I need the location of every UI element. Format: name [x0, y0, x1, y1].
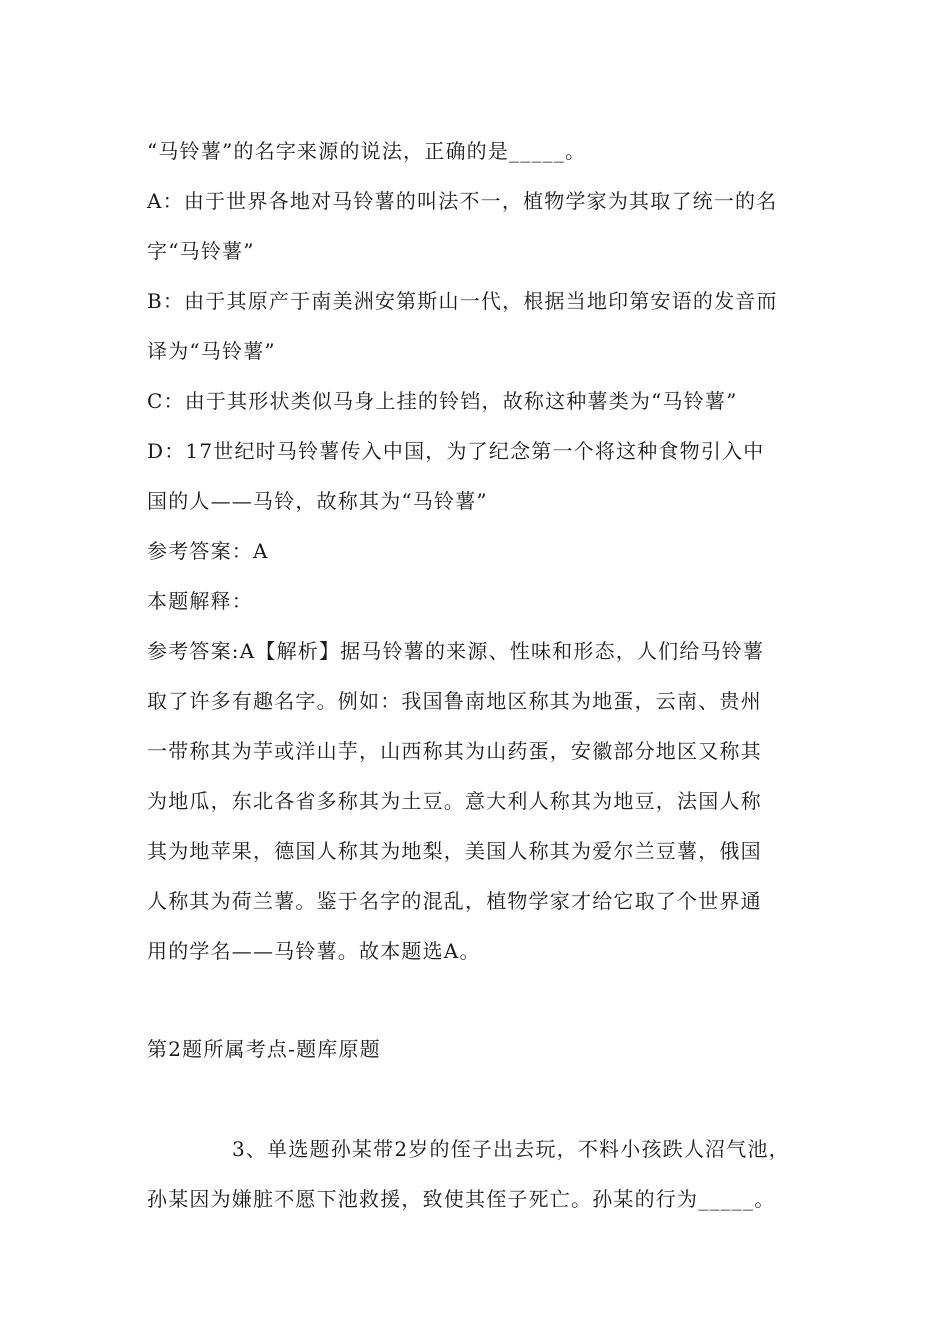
- option-d-line2: 国的人——马铃，故称其为“马铃薯”: [147, 489, 488, 513]
- option-c: C：由于其形状类似马身上挂的铃铛，故称这种薯类为“马铃薯”: [147, 389, 738, 413]
- explanation-line: 用的学名——马铃薯。故本题选A。: [147, 939, 481, 963]
- explanation-line: 为地瓜，东北各省多称其为土豆。意大利人称其为地豆，法国人称: [147, 789, 762, 813]
- option-a-line2: 字“马铃薯”: [147, 239, 255, 263]
- section-note: 第2题所属考点-题库原题: [147, 1037, 381, 1061]
- explanation-line: 一带称其为芋或洋山芋，山西称其为山药蛋，安徽部分地区又称其: [147, 739, 762, 763]
- explanation-line: 其为地苹果，德国人称其为地梨，美国人称其为爱尔兰豆薯，俄国: [147, 839, 762, 863]
- explanation-line: 参考答案:A【解析】据马铃薯的来源、性味和形态，人们给马铃薯: [147, 639, 765, 663]
- option-b-line2: 译为“马铃薯”: [147, 339, 276, 363]
- option-d-line1: D：17世纪时马铃薯传入中国，为了纪念第一个将这种食物引入中: [147, 439, 765, 463]
- option-a-line1: A：由于世界各地对马铃薯的叫法不一，植物学家为其取了统一的名: [147, 189, 778, 213]
- question3-line2: 孙某因为嫌脏不愿下池救援，致使其侄子死亡。孙某的行为_____。: [147, 1187, 776, 1211]
- explanation-heading: 本题解释：: [147, 589, 253, 613]
- answer-line: 参考答案：A: [147, 539, 269, 563]
- question3-line1: 3、单选题孙某带2岁的侄子出去玩，不料小孩跌人沼气池，: [232, 1137, 790, 1161]
- question-stem-tail: “马铃薯”的名字来源的说法，正确的是_____。: [147, 139, 587, 163]
- explanation-line: 取了许多有趣名字。例如：我国鲁南地区称其为地蛋，云南、贵州: [147, 689, 762, 713]
- option-b-line1: B：由于其原产于南美洲安第斯山一代，根据当地印第安语的发音而: [147, 289, 778, 313]
- explanation-line: 人称其为荷兰薯。鉴于名字的混乱，植物学家才给它取了个世界通: [147, 889, 762, 913]
